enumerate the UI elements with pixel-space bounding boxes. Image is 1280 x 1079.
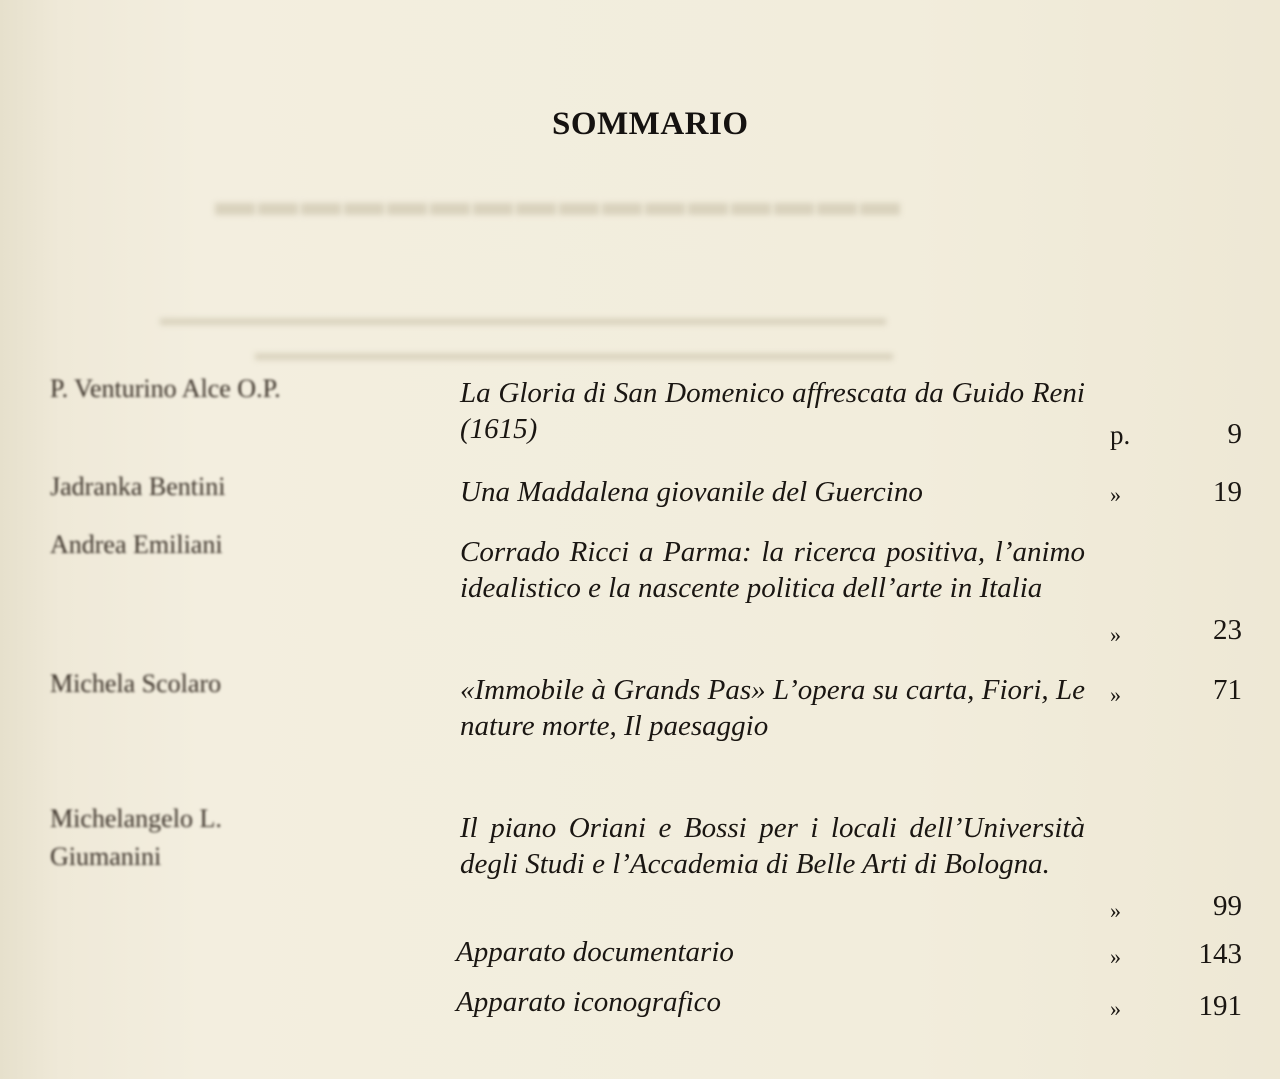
- toc-author: [50, 800, 222, 876]
- toc-page-marker: »: [1110, 996, 1121, 1021]
- toc-entry-title: Corrado Ricci a Parma: la ricerca positiva, l’animo idealistico e la nascente politica dell’arte in Italia: [460, 536, 1085, 604]
- toc-page-marker: »: [1110, 898, 1121, 923]
- show-through-decoration: ▬▬▬▬▬▬▬▬▬▬▬▬▬▬▬▬: [215, 179, 903, 224]
- toc-entry-title: Apparato iconografico: [456, 986, 722, 1018]
- show-through-decoration: ▬▬▬▬▬▬▬▬▬▬▬▬▬▬▬▬▬▬▬▬▬▬▬▬▬▬▬▬▬: [255, 340, 893, 365]
- author-line: Giumanini: [50, 842, 162, 871]
- toc-page-number: 9: [1227, 418, 1242, 450]
- toc-page-marker: p.: [1110, 420, 1131, 450]
- toc-entry-title: Una Maddalena giovanile del Guercino: [460, 476, 923, 508]
- toc-page-number: 191: [1198, 990, 1242, 1022]
- toc-page-number: 71: [1213, 674, 1242, 706]
- toc-author: [50, 665, 221, 703]
- toc-author: [50, 370, 281, 408]
- author-line: Andrea Emiliani: [50, 530, 223, 559]
- toc-page-number: 23: [1213, 614, 1242, 646]
- toc-entry-title: «Immobile à Grands Pas» L’opera su carta, Fiori, Le nature morte, Il paesaggio: [460, 674, 1085, 742]
- toc-author: [50, 526, 223, 564]
- toc-entry-title: Il piano Oriani e Bossi per i locali dell’Università degli Studi e l’Accademia di Belle Arti di Bologna.: [460, 812, 1085, 880]
- page-title: SOMMARIO: [552, 106, 749, 142]
- author-line: Jadranka Bentini: [50, 472, 226, 501]
- toc-page-marker: »: [1110, 682, 1121, 707]
- author-line: Michela Scolaro: [50, 669, 222, 698]
- toc-page-number: 143: [1198, 938, 1242, 970]
- toc-page-marker: »: [1110, 482, 1121, 507]
- author-line: P. Venturino Alce O.P.: [50, 374, 281, 403]
- toc-entry-title: Apparato documentario: [456, 936, 734, 968]
- author-line: Michelangelo L.: [50, 804, 222, 833]
- toc-entry-title: La Gloria di San Domenico affrescata da Guido Reni (1615): [460, 377, 1085, 445]
- show-through-decoration: ▬▬▬▬▬▬▬▬▬▬▬▬▬▬▬▬▬▬▬▬▬▬▬▬▬▬▬▬▬▬▬▬▬: [160, 305, 886, 330]
- toc-page-number: 99: [1213, 890, 1242, 922]
- toc-author: [50, 468, 225, 506]
- toc-page-number: 19: [1213, 476, 1242, 508]
- toc-page-marker: »: [1110, 944, 1121, 969]
- toc-page-marker: »: [1110, 622, 1121, 647]
